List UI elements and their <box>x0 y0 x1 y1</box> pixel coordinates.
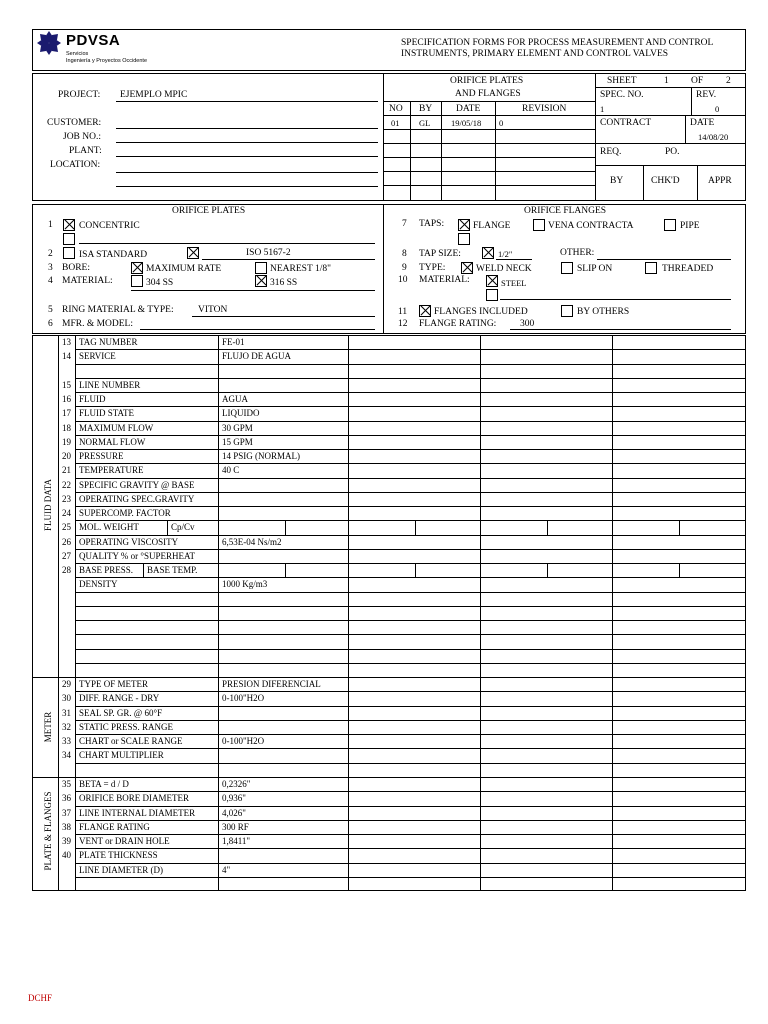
row-number: 16 <box>62 394 71 404</box>
by-label: BY <box>610 176 624 186</box>
row-number: 15 <box>62 379 71 390</box>
project-label: PROJECT: <box>58 90 101 100</box>
row-value: 0-100"H2O <box>222 736 265 747</box>
spec-no-label: SPEC. NO. <box>600 90 644 100</box>
date-value: 14/08/20 <box>698 132 729 142</box>
po-label: PO. <box>665 147 680 157</box>
section-meter: METER <box>43 711 53 743</box>
weld-neck-checkbox[interactable] <box>461 262 473 274</box>
form-title-line1: SPECIFICATION FORMS FOR PROCESS MEASUREMENT AND CONTROL <box>401 38 714 48</box>
ss316-label: 316 SS <box>270 278 298 288</box>
plates-title: ORIFICE PLATES <box>172 206 246 216</box>
row-label: LINE DIAMETER (D) <box>79 864 163 875</box>
row-number: 25 <box>62 522 71 533</box>
row-label: PLATE THICKNESS <box>79 850 158 861</box>
row-number: 35 <box>62 779 71 789</box>
type-label: TYPE: <box>419 263 446 273</box>
row-label: MOL. WEIGHT <box>79 522 139 533</box>
row-value: AGUA <box>222 394 248 404</box>
bore-label: BORE: <box>62 263 90 273</box>
row-label: TEMPERATURE <box>79 465 144 476</box>
row-num-3: 3 <box>48 263 53 273</box>
by-others-checkbox[interactable] <box>561 305 573 317</box>
row-number: 33 <box>62 736 71 747</box>
blank-checkbox-2[interactable] <box>458 233 470 245</box>
mfr-label: MFR. & MODEL: <box>62 319 133 329</box>
row-label: NORMAL FLOW <box>79 436 146 447</box>
row-label: QUALITY % or °SUPERHEAT <box>79 550 196 561</box>
rev-header-date: DATE <box>456 104 481 114</box>
row-number: 30 <box>62 693 71 704</box>
row-label: SUPERCOMP. FACTOR <box>79 508 171 518</box>
concentric-checkbox[interactable] <box>63 219 75 231</box>
row-value: LIQUIDO <box>222 408 260 419</box>
row-value: 1000 Kg/m3 <box>222 579 268 590</box>
flanges-included-checkbox[interactable] <box>419 305 431 317</box>
row-num-4: 4 <box>48 276 53 286</box>
pdvsa-logo-icon <box>36 30 62 56</box>
row-label-secondary: Cp/Cv <box>171 522 195 533</box>
threaded-checkbox[interactable] <box>645 262 657 274</box>
row-label: SEAL SP. GR. @ 60°F <box>79 707 163 718</box>
pipe-label: PIPE <box>680 221 700 231</box>
row-number: 36 <box>62 793 71 804</box>
row-value: 6,53E-04 Ns/m2 <box>222 536 282 547</box>
weld-neck-label: WELD NECK <box>476 264 532 274</box>
row-num-11: 11 <box>398 307 408 317</box>
pipe-checkbox[interactable] <box>664 219 676 231</box>
row-number: 19 <box>62 436 71 447</box>
blank-checkbox[interactable] <box>63 233 75 245</box>
row-number: 38 <box>62 821 71 832</box>
contract-label: CONTRACT <box>600 118 652 128</box>
slip-on-checkbox[interactable] <box>561 262 573 274</box>
row-label: CHART MULTIPLIER <box>79 750 164 761</box>
row-value: PRESION DIFERENCIAL <box>222 679 321 689</box>
row-label: TYPE OF METER <box>79 679 149 689</box>
rev-label: REV. <box>696 90 717 100</box>
row-num-1: 1 <box>48 220 53 230</box>
row-label: STATIC PRESS. RANGE <box>79 721 174 732</box>
logo-name: PDVSA <box>66 32 121 49</box>
row-number: 31 <box>62 707 71 718</box>
doc-title-1: ORIFICE PLATES <box>450 76 524 86</box>
blank-checkbox-3[interactable] <box>486 289 498 301</box>
rev-row-date: 19/05/18 <box>451 118 482 128</box>
tap-size-value: 1/2" <box>498 249 513 259</box>
row-label: DENSITY <box>79 579 118 590</box>
max-rate-checkbox[interactable] <box>131 262 143 274</box>
row-value: 0,936" <box>222 793 246 804</box>
rev-row-by: GL <box>419 118 431 128</box>
row-label: FLANGE RATING <box>79 821 150 832</box>
nearest-label: NEAREST 1/8" <box>270 264 331 274</box>
flange-tap-checkbox[interactable] <box>458 219 470 231</box>
row-number: 34 <box>62 750 71 761</box>
row-num-6: 6 <box>48 319 53 329</box>
taps-label: TAPS: <box>419 219 445 229</box>
tap-size-checkbox[interactable] <box>482 247 494 259</box>
row-label: SERVICE <box>79 351 116 362</box>
row-label: FLUID <box>79 394 106 404</box>
sheet-of: OF <box>691 76 704 86</box>
ss316-checkbox[interactable] <box>255 275 267 287</box>
row-label: LINE INTERNAL DIAMETER <box>79 807 196 818</box>
row-value: 15 GPM <box>222 436 253 447</box>
row-value: 30 GPM <box>222 422 253 433</box>
flange-material-label: MATERIAL: <box>419 275 470 285</box>
row-number: 39 <box>62 836 71 846</box>
nearest-checkbox[interactable] <box>255 262 267 274</box>
flange-rating-label: FLANGE RATING: <box>419 319 497 329</box>
row-label: FLUID STATE <box>79 408 135 419</box>
row-label: OPERATING SPEC.GRAVITY <box>79 493 195 504</box>
row-number: 14 <box>62 351 71 362</box>
other-label: OTHER: <box>560 248 595 258</box>
row-num-8: 8 <box>402 249 407 259</box>
ring-value: VITON <box>198 305 228 315</box>
isa-standard-checkbox[interactable] <box>63 247 75 259</box>
customer-label: CUSTOMER: <box>47 118 102 128</box>
sheet-total: 2 <box>726 76 731 86</box>
sheet-num: 1 <box>664 76 669 86</box>
row-number: 18 <box>62 422 71 433</box>
row-label: MAXIMUM FLOW <box>79 422 154 433</box>
chkd-label: CHK'D <box>651 176 680 186</box>
ss304-label: 304 SS <box>146 278 174 288</box>
row-label: TAG NUMBER <box>79 337 138 347</box>
rev-row-revision: 0 <box>499 118 504 128</box>
row-label: BASE PRESS. <box>79 565 134 575</box>
row-number: 22 <box>62 479 71 490</box>
vena-label: VENA CONTRACTA <box>548 221 634 231</box>
row-label: ORIFICE BORE DIAMETER <box>79 793 189 804</box>
row-value: 0-100"H2O <box>222 693 265 704</box>
threaded-label: THREADED <box>662 264 714 274</box>
sheet-label: SHEET <box>607 76 637 86</box>
row-label: DIFF. RANGE - DRY <box>79 693 160 704</box>
rev-row-no: 01 <box>391 118 400 128</box>
row-number: 21 <box>62 465 71 476</box>
appr-label: APPR <box>708 176 732 186</box>
row-number: 29 <box>62 679 71 689</box>
row-label: BETA = d / D <box>79 779 129 789</box>
job-label: JOB NO.: <box>63 132 102 142</box>
row-label: OPERATING VISCOSITY <box>79 536 179 547</box>
concentric-label: CONCENTRIC <box>79 221 140 231</box>
row-num-5: 5 <box>48 305 53 315</box>
iso-checkbox[interactable] <box>187 247 199 259</box>
row-value: FE-01 <box>222 337 245 347</box>
row-number: 20 <box>62 451 71 461</box>
row-number: 27 <box>62 550 71 561</box>
row-number: 13 <box>62 337 71 347</box>
row-value: FLUJO DE AGUA <box>222 351 292 362</box>
row-value: 14 PSIG (NORMAL) <box>222 451 301 461</box>
row-num-2: 2 <box>48 249 53 259</box>
slip-on-label: SLIP ON <box>577 264 613 274</box>
date-label: DATE <box>690 118 715 128</box>
row-num-9: 9 <box>402 263 407 273</box>
iso-label: ISO 5167-2 <box>246 248 291 258</box>
row-value: 4,026" <box>222 807 246 818</box>
flange-tap-label: FLANGE <box>473 221 511 231</box>
row-value: 1,8411" <box>222 836 251 846</box>
row-num-12: 12 <box>398 319 408 329</box>
plant-label: PLANT: <box>69 146 102 156</box>
flanges-included-label: FLANGES INCLUDED <box>434 307 528 317</box>
logo-subtitle-2: Ingeniería y Proyectos Occidente <box>66 58 148 64</box>
rev-value: 0 <box>715 104 720 114</box>
logo-subtitle-1: Servicios <box>66 51 89 57</box>
row-number: 26 <box>62 536 71 547</box>
row-number: 37 <box>62 807 71 818</box>
row-label: VENT or DRAIN HOLE <box>79 836 170 846</box>
section-fluid-data: FLUID DATA <box>43 478 53 532</box>
rev-header-revision: REVISION <box>522 104 567 114</box>
row-value: 0,2326" <box>222 779 251 789</box>
row-label: SPECIFIC GRAVITY @ BASE <box>79 479 195 490</box>
form-title-line2: INSTRUMENTS, PRIMARY ELEMENT AND CONTROL VALVES <box>401 49 669 59</box>
steel-label: STEEL <box>501 278 527 288</box>
rev-header-by: BY <box>419 104 433 114</box>
plate-material-label: MATERIAL: <box>62 276 113 286</box>
row-number: 28 <box>62 565 71 575</box>
by-others-label: BY OTHERS <box>577 307 630 317</box>
row-number: 40 <box>62 850 71 861</box>
row-value: 300 RF <box>222 821 249 832</box>
row-num-10: 10 <box>398 275 408 285</box>
row-label-secondary: BASE TEMP. <box>147 565 198 575</box>
flange-rating-value: 300 <box>520 319 535 329</box>
ss304-checkbox[interactable] <box>131 275 143 287</box>
section-plate-flanges: PLATE & FLANGES <box>43 791 53 871</box>
rev-header-no: NO <box>389 104 403 114</box>
location-label: LOCATION: <box>50 160 101 170</box>
row-label: CHART or SCALE RANGE <box>79 736 183 747</box>
flanges-title: ORIFICE FLANGES <box>524 206 607 216</box>
row-number: 17 <box>62 408 71 419</box>
row-value: 40 C <box>222 465 240 476</box>
doc-title-2: AND FLANGES <box>455 89 521 99</box>
row-number: 23 <box>62 493 71 504</box>
steel-checkbox[interactable] <box>486 275 498 287</box>
project-value: EJEMPLO MPIC <box>120 90 188 100</box>
max-rate-label: MAXIMUM RATE <box>146 264 222 274</box>
ring-label: RING MATERIAL & TYPE: <box>62 305 174 315</box>
row-num-7: 7 <box>402 219 407 229</box>
row-label: LINE NUMBER <box>79 379 141 390</box>
row-value: 4" <box>222 864 231 875</box>
row-label: PRESSURE <box>79 451 124 461</box>
row-number: 24 <box>62 508 71 518</box>
spec-no-value: 1 <box>600 104 605 114</box>
req-label: REQ. <box>600 147 622 157</box>
footer-code: DCHF <box>28 993 53 1003</box>
tap-size-label: TAP SIZE: <box>419 249 461 259</box>
vena-checkbox[interactable] <box>533 219 545 231</box>
isa-standard-label: ISA STANDARD <box>79 250 148 260</box>
row-number: 32 <box>62 721 71 732</box>
